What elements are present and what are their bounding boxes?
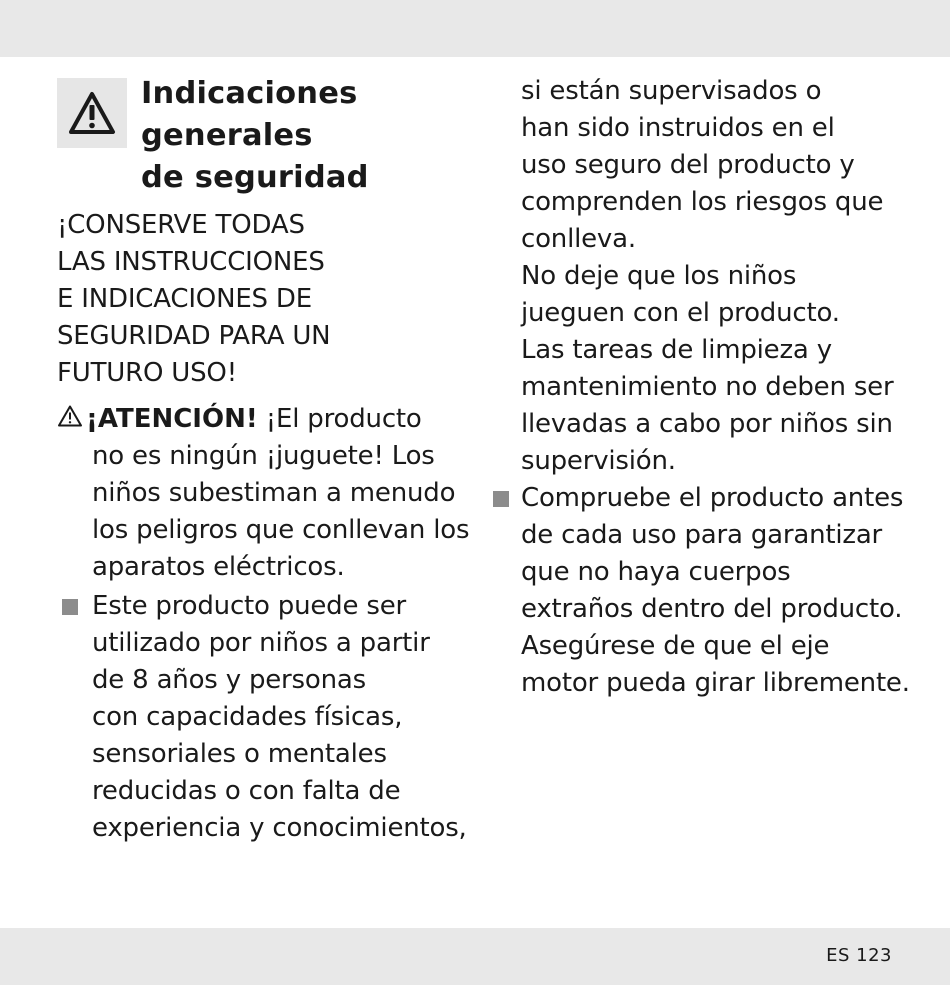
bullet-item-check-product — [490, 480, 910, 702]
continuation-line: supervisión. — [521, 446, 676, 476]
bullet-line: sensoriales o mentales — [92, 739, 387, 769]
continuation-line: No deje que los niños — [521, 261, 797, 291]
bullet-line: de 8 años y personas — [92, 665, 366, 695]
bullet-line: Compruebe el producto antes — [521, 483, 904, 513]
conserve-instructions — [57, 207, 330, 392]
bullet-line: reducidas o con falta de — [92, 776, 401, 806]
continuation-line: mantenimiento no deben ser — [521, 372, 894, 402]
warning-triangle-icon — [57, 402, 86, 439]
continuation-line: conlleva. — [521, 224, 636, 254]
continuation-line: si están supervisados o — [521, 76, 822, 106]
continuation-line: jueguen con el producto. — [521, 298, 840, 328]
continuation-line: llevadas a cabo por niños sin — [521, 409, 893, 439]
bullet-line: Este producto puede ser — [92, 591, 406, 621]
bullet-line: que no haya cuerpos — [521, 557, 791, 587]
bottom-band — [0, 928, 950, 985]
conserve-line: E INDICACIONES DE — [57, 284, 312, 314]
continuation-line: Las tareas de limpieza y — [521, 335, 832, 365]
bullet-line: de cada uso para garantizar — [521, 520, 883, 550]
warning-triangle-icon — [68, 90, 116, 136]
conserve-line: LAS INSTRUCCIONES — [57, 247, 325, 277]
page-number: ES 123 — [826, 945, 892, 966]
attention-first-line — [57, 401, 469, 438]
bullet-line: experiencia y conocimientos, — [92, 813, 467, 843]
conserve-line: ¡CONSERVE TODAS — [57, 210, 305, 240]
attention-line: los peligros que conllevan los — [92, 515, 470, 545]
attention-paragraph — [57, 401, 469, 586]
heading-line: generales — [141, 118, 313, 153]
right-column — [490, 73, 910, 702]
continuation-line: comprenden los riesgos que — [521, 187, 884, 217]
attention-line: no es ningún ¡juguete! Los — [92, 441, 435, 471]
bullet-line: extraños dentro del producto. — [521, 594, 903, 624]
warning-icon-box — [57, 78, 127, 148]
bullet-item-children-use — [57, 588, 467, 847]
bullet-line: utilizado por niños a partir — [92, 628, 430, 658]
bullet-line: con capacidades físicas, — [92, 702, 403, 732]
attention-text: ¡El producto — [257, 404, 422, 434]
conserve-line: FUTURO USO! — [57, 358, 237, 388]
section-heading — [141, 73, 471, 199]
continuation-line: han sido instruidos en el — [521, 113, 835, 143]
attention-label: ¡ATENCIÓN! — [86, 404, 258, 434]
square-bullet-icon — [62, 599, 78, 615]
continuation-line: uso seguro del producto y — [521, 150, 855, 180]
heading-line: de seguridad — [141, 160, 369, 195]
attention-line: aparatos eléctricos. — [92, 552, 345, 582]
bullet-continuation — [490, 73, 910, 480]
square-bullet-icon — [493, 491, 509, 507]
bullet-line: Asegúrese de que el eje — [521, 631, 830, 661]
conserve-line: SEGURIDAD PARA UN — [57, 321, 331, 351]
heading-line: Indicaciones — [141, 76, 358, 111]
top-band — [0, 0, 950, 57]
attention-line: niños subestiman a menudo — [92, 478, 456, 508]
bullet-line: motor pueda girar libremente. — [521, 668, 910, 698]
